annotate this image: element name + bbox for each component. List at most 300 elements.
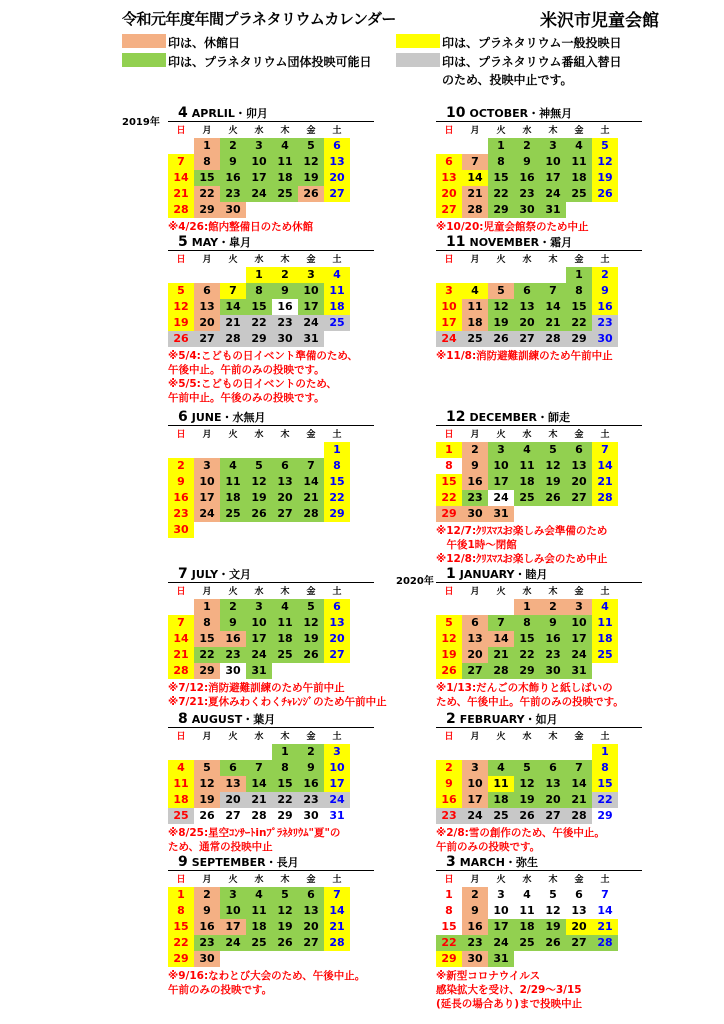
day-cell: 29 <box>592 808 618 824</box>
day-cell: 3 <box>220 887 246 903</box>
month-notes <box>436 681 642 709</box>
day-cell: 11 <box>272 615 298 631</box>
day-cell: 11 <box>514 458 540 474</box>
day-cell: 19 <box>298 631 324 647</box>
empty-cell <box>488 744 514 760</box>
day-cell: 31 <box>488 506 514 522</box>
day-cell: 9 <box>168 474 194 490</box>
weekday-label: 水 <box>254 587 264 597</box>
weekday-label: 木 <box>280 126 290 136</box>
month-calendar <box>168 566 387 709</box>
day-cell: 14 <box>566 776 592 792</box>
day-cell: 1 <box>488 138 514 154</box>
weekday-label: 土 <box>332 732 342 742</box>
day-cell: 4 <box>246 887 272 903</box>
month-notes <box>436 524 642 566</box>
day-cell: 26 <box>514 808 540 824</box>
day-cell: 25 <box>246 935 272 951</box>
day-grid <box>168 744 350 824</box>
day-cell: 9 <box>298 760 324 776</box>
day-cell: 3 <box>488 442 514 458</box>
weekday-label: 日 <box>444 430 454 440</box>
day-cell: 24 <box>324 792 350 808</box>
day-cell: 19 <box>272 919 298 935</box>
month-calendar <box>168 855 374 997</box>
day-cell: 23 <box>220 647 246 663</box>
day-cell: 6 <box>566 887 592 903</box>
legend-text-group: 印は、プラネタリウム団体投映可能日 <box>168 55 372 69</box>
month-number: 6 <box>178 409 188 425</box>
day-cell: 18 <box>272 170 298 186</box>
day-cell: 2 <box>462 442 488 458</box>
weekday-label: 木 <box>280 875 290 885</box>
day-cell: 18 <box>246 919 272 935</box>
day-cell: 4 <box>168 760 194 776</box>
weekday-header <box>168 585 374 599</box>
day-cell: 17 <box>298 299 324 315</box>
empty-cell <box>272 442 298 458</box>
month-name: DECEMBER・師走 <box>469 411 571 424</box>
weekday-label: 月 <box>470 430 480 440</box>
note-line: ※9/16:なわとび大会のため、午後中止。 <box>168 970 366 982</box>
empty-cell <box>462 599 488 615</box>
day-cell: 9 <box>462 458 488 474</box>
day-cell: 30 <box>540 663 566 679</box>
empty-cell <box>566 744 592 760</box>
weekday-label: 日 <box>176 126 186 136</box>
day-cell: 11 <box>220 474 246 490</box>
day-cell: 14 <box>220 299 246 315</box>
month-calendar <box>168 712 374 854</box>
day-cell: 27 <box>514 331 540 347</box>
note-line: ※5/5:こどもの日イベントのため、 <box>168 378 337 390</box>
day-cell: 9 <box>220 154 246 170</box>
note-line: ※7/21:夏休みわくわくﾁｬﾚﾝｼﾞのため午前中止 <box>168 696 387 708</box>
day-cell: 7 <box>168 154 194 170</box>
legend-text-program-change: 印は、プラネタリウム番組入替日 <box>442 55 622 69</box>
day-cell: 20 <box>514 315 540 331</box>
day-cell: 20 <box>298 919 324 935</box>
day-cell: 16 <box>220 631 246 647</box>
day-cell: 30 <box>462 506 488 522</box>
day-cell: 30 <box>168 522 194 538</box>
weekday-label: 月 <box>202 732 212 742</box>
weekday-label: 木 <box>548 255 558 265</box>
day-cell: 15 <box>246 299 272 315</box>
day-cell: 2 <box>168 458 194 474</box>
day-cell: 27 <box>298 935 324 951</box>
day-cell: 2 <box>220 138 246 154</box>
day-cell: 28 <box>168 663 194 679</box>
day-cell: 7 <box>488 615 514 631</box>
day-cell: 21 <box>462 186 488 202</box>
empty-cell <box>488 267 514 283</box>
weekday-label: 月 <box>202 587 212 597</box>
weekday-label: 土 <box>332 255 342 265</box>
weekday-label: 土 <box>600 430 610 440</box>
month-notes <box>436 349 642 363</box>
day-cell: 17 <box>436 315 462 331</box>
month-title <box>168 855 374 871</box>
day-cell: 20 <box>194 315 220 331</box>
month-name: JUNE・水無月 <box>191 411 266 424</box>
day-cell: 21 <box>298 490 324 506</box>
day-cell: 30 <box>592 331 618 347</box>
day-cell: 1 <box>194 138 220 154</box>
day-cell: 14 <box>168 170 194 186</box>
month-notes <box>436 220 642 234</box>
day-cell: 7 <box>462 154 488 170</box>
empty-cell <box>194 267 220 283</box>
month-name: FEBRUARY・如月 <box>459 713 558 726</box>
day-cell: 2 <box>298 744 324 760</box>
day-cell: 30 <box>194 951 220 967</box>
day-cell: 17 <box>488 919 514 935</box>
month-calendar <box>436 235 642 363</box>
day-cell: 28 <box>168 202 194 218</box>
day-cell: 12 <box>592 154 618 170</box>
day-cell: 29 <box>168 951 194 967</box>
day-cell: 13 <box>324 615 350 631</box>
weekday-label: 水 <box>254 126 264 136</box>
day-cell: 2 <box>194 887 220 903</box>
legend-swatch-general <box>396 34 440 48</box>
day-cell: 14 <box>592 458 618 474</box>
day-cell: 21 <box>246 792 272 808</box>
day-cell: 28 <box>488 663 514 679</box>
day-cell: 14 <box>540 299 566 315</box>
day-cell: 13 <box>436 170 462 186</box>
day-cell: 1 <box>194 599 220 615</box>
month-number: 12 <box>446 409 466 425</box>
weekday-label: 日 <box>176 430 186 440</box>
day-cell: 27 <box>566 490 592 506</box>
day-cell: 4 <box>488 760 514 776</box>
day-cell: 21 <box>324 919 350 935</box>
empty-cell <box>540 267 566 283</box>
empty-cell <box>168 442 194 458</box>
month-calendar <box>168 106 374 234</box>
day-cell: 23 <box>298 792 324 808</box>
day-cell: 8 <box>436 903 462 919</box>
day-cell: 5 <box>194 760 220 776</box>
day-cell: 17 <box>194 490 220 506</box>
day-grid <box>168 267 350 347</box>
note-line: ※7/12:消防避難訓練のため午前中止 <box>168 682 345 694</box>
note-line: ※新型コロナウイルス <box>436 970 541 982</box>
weekday-label: 月 <box>202 430 212 440</box>
day-cell: 29 <box>514 663 540 679</box>
day-cell: 27 <box>566 935 592 951</box>
day-cell: 31 <box>566 663 592 679</box>
day-cell: 23 <box>194 935 220 951</box>
month-calendar <box>168 410 374 538</box>
day-cell: 30 <box>272 331 298 347</box>
day-cell: 12 <box>488 299 514 315</box>
day-cell: 8 <box>436 458 462 474</box>
day-cell: 11 <box>514 903 540 919</box>
weekday-label: 日 <box>176 255 186 265</box>
day-cell: 29 <box>194 663 220 679</box>
day-cell: 25 <box>220 506 246 522</box>
day-cell: 3 <box>246 599 272 615</box>
day-cell: 16 <box>272 299 298 315</box>
day-cell: 18 <box>514 919 540 935</box>
day-cell: 8 <box>246 283 272 299</box>
day-cell: 16 <box>220 170 246 186</box>
day-cell: 11 <box>246 903 272 919</box>
day-cell: 10 <box>462 776 488 792</box>
day-cell: 22 <box>272 792 298 808</box>
day-cell: 12 <box>540 458 566 474</box>
day-grid <box>168 138 350 218</box>
month-title <box>168 106 374 122</box>
day-cell: 13 <box>272 474 298 490</box>
empty-cell <box>436 138 462 154</box>
weekday-label: 月 <box>470 587 480 597</box>
day-cell: 3 <box>298 267 324 283</box>
day-cell: 21 <box>168 186 194 202</box>
day-cell: 6 <box>462 615 488 631</box>
weekday-label: 木 <box>548 875 558 885</box>
note-line: ため、午後中止。午前のみの投映です。 <box>436 696 624 708</box>
day-cell: 3 <box>566 599 592 615</box>
day-cell: 27 <box>324 186 350 202</box>
day-cell: 22 <box>246 315 272 331</box>
note-line: ※2/8:雪の創作のため、午後中止。 <box>436 827 605 839</box>
day-cell: 15 <box>514 631 540 647</box>
weekday-label: 水 <box>522 732 532 742</box>
day-cell: 3 <box>462 760 488 776</box>
weekday-label: 月 <box>470 126 480 136</box>
day-cell: 5 <box>298 138 324 154</box>
day-cell: 8 <box>514 615 540 631</box>
day-cell: 14 <box>592 903 618 919</box>
legend-swatch-program-change <box>396 53 440 67</box>
weekday-header <box>168 124 374 138</box>
day-cell: 15 <box>436 919 462 935</box>
weekday-header <box>436 253 642 267</box>
day-cell: 30 <box>514 202 540 218</box>
day-cell: 21 <box>592 919 618 935</box>
day-cell: 8 <box>488 154 514 170</box>
day-cell: 16 <box>298 776 324 792</box>
month-name: NOVEMBER・霜月 <box>469 236 573 249</box>
day-cell: 4 <box>592 599 618 615</box>
month-name: OCTOBER・神無月 <box>469 107 573 120</box>
day-cell: 19 <box>436 647 462 663</box>
day-cell: 23 <box>540 647 566 663</box>
month-notes <box>168 969 374 997</box>
day-cell: 7 <box>566 760 592 776</box>
month-number: 4 <box>178 105 188 121</box>
weekday-label: 火 <box>228 587 238 597</box>
day-cell: 17 <box>324 776 350 792</box>
weekday-label: 火 <box>496 126 506 136</box>
empty-cell <box>194 442 220 458</box>
weekday-label: 火 <box>496 430 506 440</box>
day-cell: 25 <box>324 315 350 331</box>
note-line: 午前のみの投映です。 <box>436 841 541 853</box>
day-cell: 18 <box>272 631 298 647</box>
day-cell: 14 <box>246 776 272 792</box>
day-cell: 20 <box>272 490 298 506</box>
weekday-label: 火 <box>496 732 506 742</box>
month-calendar <box>436 855 642 1011</box>
month-notes <box>168 826 374 854</box>
day-cell: 8 <box>592 760 618 776</box>
weekday-header <box>168 730 374 744</box>
weekday-label: 木 <box>548 430 558 440</box>
day-cell: 1 <box>272 744 298 760</box>
day-cell: 17 <box>566 631 592 647</box>
weekday-label: 木 <box>548 732 558 742</box>
day-cell: 2 <box>220 599 246 615</box>
day-cell: 28 <box>592 935 618 951</box>
day-cell: 29 <box>436 506 462 522</box>
day-cell: 10 <box>298 283 324 299</box>
weekday-label: 土 <box>600 255 610 265</box>
day-cell: 6 <box>436 154 462 170</box>
day-cell: 21 <box>566 792 592 808</box>
weekday-header <box>436 585 642 599</box>
day-cell: 5 <box>168 283 194 299</box>
weekday-label: 木 <box>548 587 558 597</box>
month-calendar <box>436 106 642 234</box>
empty-cell <box>194 744 220 760</box>
day-cell: 4 <box>514 887 540 903</box>
day-cell: 25 <box>272 647 298 663</box>
weekday-label: 月 <box>470 875 480 885</box>
day-cell: 18 <box>462 315 488 331</box>
day-cell: 10 <box>540 154 566 170</box>
note-line: ※12/7:ｸﾘｽﾏｽお楽しみ会準備のため <box>436 525 608 537</box>
day-cell: 14 <box>462 170 488 186</box>
day-cell: 15 <box>436 474 462 490</box>
day-cell: 28 <box>566 808 592 824</box>
day-cell: 4 <box>272 599 298 615</box>
day-cell: 11 <box>566 154 592 170</box>
day-cell: 18 <box>220 490 246 506</box>
day-cell: 24 <box>246 647 272 663</box>
day-cell: 18 <box>324 299 350 315</box>
day-cell: 27 <box>462 663 488 679</box>
day-cell: 2 <box>272 267 298 283</box>
empty-cell <box>220 744 246 760</box>
day-cell: 24 <box>246 186 272 202</box>
empty-cell <box>298 442 324 458</box>
day-cell: 3 <box>246 138 272 154</box>
day-cell: 1 <box>324 442 350 458</box>
day-cell: 13 <box>566 458 592 474</box>
day-grid <box>436 442 618 522</box>
day-cell: 23 <box>592 315 618 331</box>
day-cell: 20 <box>566 474 592 490</box>
day-cell: 10 <box>324 760 350 776</box>
weekday-label: 水 <box>522 255 532 265</box>
day-cell: 16 <box>514 170 540 186</box>
day-cell: 31 <box>298 331 324 347</box>
day-cell: 26 <box>246 506 272 522</box>
day-cell: 17 <box>220 919 246 935</box>
weekday-label: 水 <box>522 126 532 136</box>
day-cell: 25 <box>566 186 592 202</box>
day-cell: 22 <box>488 186 514 202</box>
empty-cell <box>514 267 540 283</box>
day-grid <box>168 599 350 679</box>
note-line: ※8/25:星空ｺﾝｻｰﾄinﾌﾟﾗﾈﾀﾘｳﾑ"夏"の <box>168 827 341 839</box>
day-cell: 4 <box>514 442 540 458</box>
day-cell: 5 <box>514 760 540 776</box>
weekday-label: 金 <box>574 430 584 440</box>
day-cell: 27 <box>436 202 462 218</box>
day-cell: 7 <box>220 283 246 299</box>
day-cell: 20 <box>566 919 592 935</box>
day-cell: 12 <box>272 903 298 919</box>
weekday-label: 金 <box>574 126 584 136</box>
empty-cell <box>168 138 194 154</box>
legend-text-general: 印は、プラネタリウム一般投映日 <box>442 36 622 50</box>
day-cell: 13 <box>540 776 566 792</box>
weekday-label: 金 <box>306 430 316 440</box>
day-cell: 7 <box>592 887 618 903</box>
empty-cell <box>246 442 272 458</box>
day-cell: 29 <box>246 331 272 347</box>
day-cell: 20 <box>436 186 462 202</box>
weekday-label: 月 <box>470 732 480 742</box>
legend-text-closed: 印は、休館日 <box>168 36 241 50</box>
day-cell: 26 <box>298 186 324 202</box>
weekday-label: 月 <box>202 126 212 136</box>
day-cell: 28 <box>246 808 272 824</box>
day-grid <box>436 599 618 679</box>
weekday-header <box>168 253 374 267</box>
day-cell: 13 <box>566 903 592 919</box>
day-cell: 20 <box>324 631 350 647</box>
weekday-label: 水 <box>522 430 532 440</box>
day-cell: 6 <box>324 599 350 615</box>
weekday-label: 土 <box>332 587 342 597</box>
weekday-header <box>436 873 642 887</box>
month-title <box>168 410 374 426</box>
weekday-label: 木 <box>280 587 290 597</box>
day-cell: 31 <box>246 663 272 679</box>
day-cell: 2 <box>540 599 566 615</box>
month-calendar <box>436 410 642 566</box>
month-title <box>436 106 642 122</box>
month-calendar <box>168 235 374 405</box>
day-cell: 13 <box>220 776 246 792</box>
day-cell: 7 <box>298 458 324 474</box>
day-cell: 10 <box>194 474 220 490</box>
month-number: 1 <box>446 566 456 582</box>
day-cell: 1 <box>514 599 540 615</box>
weekday-label: 月 <box>202 255 212 265</box>
month-title <box>436 855 642 871</box>
day-cell: 9 <box>220 615 246 631</box>
day-cell: 6 <box>324 138 350 154</box>
weekday-label: 月 <box>202 875 212 885</box>
day-cell: 22 <box>194 647 220 663</box>
day-cell: 28 <box>540 331 566 347</box>
month-calendar <box>436 567 642 709</box>
day-cell: 6 <box>298 887 324 903</box>
day-cell: 18 <box>592 631 618 647</box>
day-cell: 19 <box>246 490 272 506</box>
weekday-label: 日 <box>444 587 454 597</box>
day-cell: 12 <box>514 776 540 792</box>
weekday-label: 木 <box>280 430 290 440</box>
